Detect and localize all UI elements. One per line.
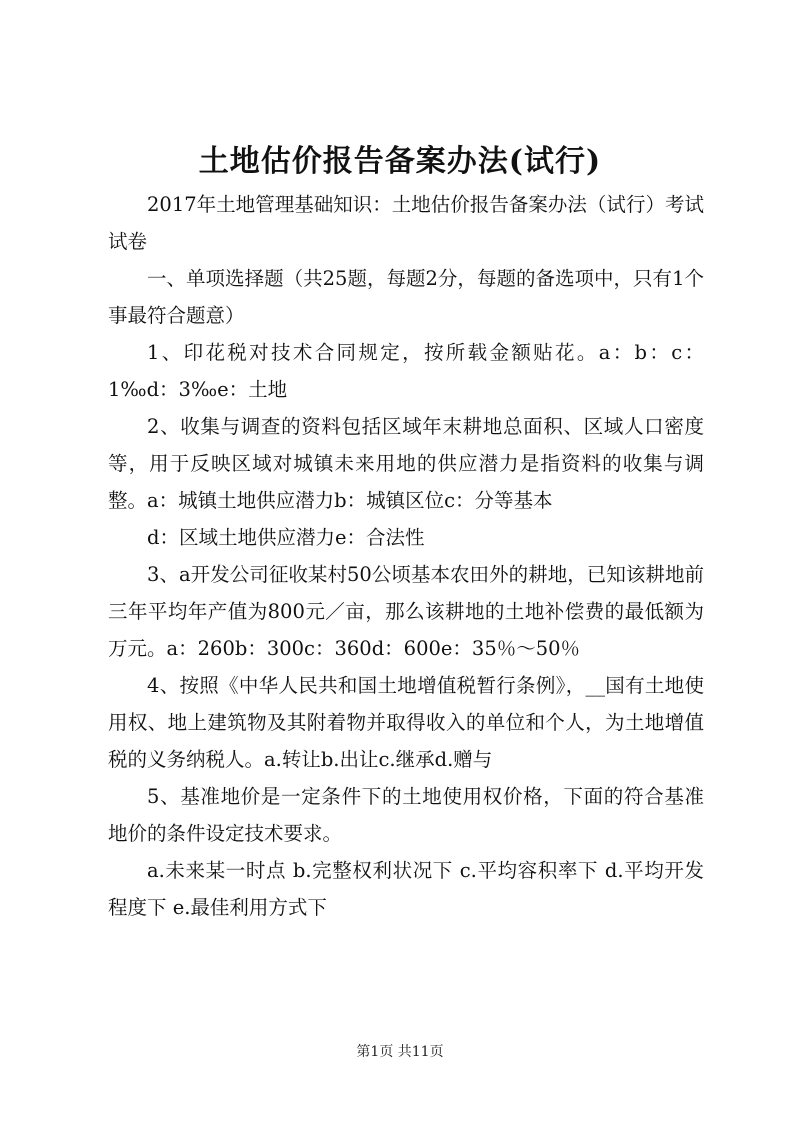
- paragraph-question-5-options: a.未来某一时点 b.完整权利状况下 c.平均容积率下 d.平均开发程度下 e.最佳利用方式下: [108, 859, 704, 919]
- paragraph-intro: 2017年土地管理基础知识：土地估价报告备案办法（试行）考试试卷: [108, 193, 704, 253]
- paragraph-question-4: 4、按照《中华人民共和国土地增值税暂行条例》，__国有土地使用权、地上建筑物及其附着物并取得收入的单位和个人，为土地增值税的义务纳税人。a.转让b.出让c.继承d.赠与: [108, 674, 704, 771]
- paragraph-question-5: 5、基准地价是一定条件下的土地使用权价格，下面的符合基准地价的条件设定技术要求。: [108, 785, 704, 845]
- paragraph-question-2: 2、收集与调查的资料包括区域年末耕地总面积、区域人口密度等，用于反映区域对城镇未来用地的供应潜力是指资料的收集与调整。a：城镇土地供应潜力b：城镇区位c：分等基本: [108, 415, 704, 512]
- paragraph-question-3: 3、a开发公司征收某村50公顷基本农田外的耕地，已知该耕地前三年平均年产值为800元／亩，那么该耕地的土地补偿费的最低额为万元。a：260b：300c：360d：600e：35％～50％: [108, 563, 704, 660]
- document-body: [108, 186, 704, 926]
- paragraph-section-heading: 一、单项选择题（共25题，每题2分，每题的备选项中，只有1个事最符合题意）: [108, 267, 704, 327]
- document-title: 土地估价报告备案办法(试行): [198, 144, 602, 179]
- page-footer: 第1页 共11页: [356, 1044, 444, 1060]
- paragraph-question-2-options: d：区域土地供应潜力e：合法性: [147, 526, 425, 549]
- paragraph-question-1: 1、印花税对技术合同规定，按所载金额贴花。a：b：c：1‰d：3‰e：土地: [108, 341, 704, 401]
